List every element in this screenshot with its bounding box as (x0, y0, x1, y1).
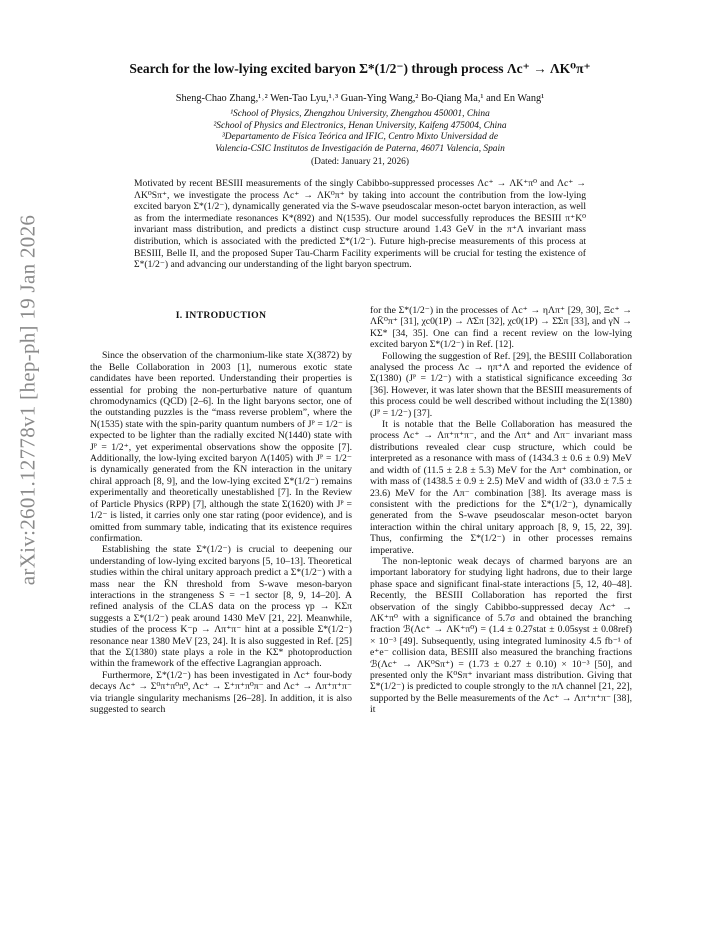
body-paragraph: Establishing the state Σ*(1/2⁻) is crucial to deepening our understanding of low-lying excited baryons [5, 10–13]. Theoretical studies within the chiral unitary approach predict a Σ*(1/2⁻) with a mass near the K̄N threshold from S-wave meson-baryon interactions in the strangeness S = −1 sector [8, 9, 14–20]. A refined analysis of the CLAS data on the process γp → KΣπ suggests a Σ*(1/2⁻) peak around 1430 MeV [21, 22]. Meanwhile, studies of the process K⁻p → Λπ⁺π⁻ hint at a possible Σ*(1/2⁻) resonance near 1380 MeV [23, 24]. It is also suggested in Ref. [25] that the Σ(1380) state plays a role in the KΣ* photoproduction within the framework of the effective Lagrangian approach. (90, 544, 352, 670)
section-heading-introduction: I. INTRODUCTION (175, 310, 267, 321)
body-paragraph: Following the suggestion of Ref. [29], the BESIII Collaboration analysed the process Λc → ηπ⁺Λ and reported the evidence of Σ(1380) (Jᴾ = 1/2⁻) with a statistical significance exceeding 3σ [36]. However, it was later shown that the BESIII measurements of this process could be well described without including the Σ(1380) (Jᴾ = 1/2⁻) [37]. (370, 350, 632, 419)
paper-header (92, 60, 628, 168)
author-list: Sheng-Chao Zhang,¹˒² Wen-Tao Lyu,¹˒³ Guan-Ying Wang,² Bo-Qiang Ma,¹ and En Wang¹ (175, 93, 545, 104)
paper-title: Search for the low-lying excited baryon Σ*(1/2⁻) through process Λc⁺ → ΛK⁰π⁺ (129, 61, 591, 76)
abstract: Motivated by recent BESIII measurements of the singly Cabibbo-suppressed processes Λc⁺ → ΛK⁺π⁰ and Λc⁺ → ΛK⁰Sπ⁺, we investigate the process Λc⁺ → ΛK⁰π⁺ by taking into account the contribution from the low-lying excited baryon Σ*(1/2⁻), dynamically generated via the S-wave pseudoscalar meson-octet baryon interaction, as well as from the intermediate resonances K*(892) and N(1535). Our model successfully reproduces the BESIII π⁺K⁰ invariant mass distribution, and predicts a distinct cusp structure around 1.43 GeV in the π⁺Λ invariant mass distribution, which is associated with the predicted Σ*(1/2⁻). Future high-precise measurements of this process at BESIII, Belle II, and the proposed Super Tau-Charm Facility experiments will be crucial for testing the existence of Σ*(1/2⁻) and advancing our understanding of the light baryon spectrum. (134, 178, 586, 271)
arxiv-identifier[interactable]: arXiv:2601.12778v1 [hep-ph] 19 Jan 2026 (15, 214, 40, 586)
body-paragraph: Since the observation of the charmonium-like state X(3872) by the Belle Collaboration in 2003 [1], numerous exotic state candidates have been reported. Understanding their properties is essential for probing the non-perturbative nature of quantum chromodynamics (QCD) [2–6]. In the light baryons sector, one of the outstanding puzzles is the “mass reverse problem”, where the N(1535) state with the spin-parity quantum numbers of Jᴾ = 1/2⁻ is expected to be lighter than the radially excited N(1440) state with Jᴾ = 1/2⁺, yet experimental observations show the opposite [7]. Additionally, the low-lying excited baryon Λ(1405) with Jᴾ = 1/2⁻ is dynamically generated from the K̄N interaction in the unitary chiral approach [8, 9], and the low-lying excited Σ*(1/2⁻) remains experimentally and theoretically unestablished [7]. In the Review of Particle Physics (RPP) [7], although the state Σ(1620) with Jᴾ = 1/2⁻ is listed, it carries only one star rating (poor evidence), and is omitted from summary table, indicating that its existence requires confirmation. (90, 350, 352, 544)
body-paragraph: It is notable that the Belle Collaboration has measured the process Λc⁺ → Λπ⁺π⁺π⁻, and the Λπ⁺ and Λπ⁻ invariant mass distributions revealed clear cusp structure, which could be interpreted as a resonance with mass of (1434.3 ± 0.6 ± 0.9) MeV and width of (11.5 ± 2.8 ± 5.3) MeV for the Λπ⁺ combination, or with mass of (1438.5 ± 0.9 ± 2.5) MeV and width of (33.0 ± 7.5 ± 23.6) MeV for the Λπ⁻ combination [38]. Its average mass is consistent with the predictions for the Σ*(1/2⁻), dynamically generated from the S-wave pseudoscalar meson-octet baryon interaction within the chiral unitary approach [8, 9, 15, 22, 39]. Thus, confirming the Σ*(1/2⁻) in other processes remains imperative. (370, 419, 632, 556)
affiliation-line: ³Departamento de Física Teórica and IFIC, Centro Mixto Universidad de (221, 132, 499, 143)
dated-line: (Dated: January 21, 2026) (311, 157, 409, 168)
body-paragraph: The non-leptonic weak decays of charmed baryons are an important laboratory for studying light hadrons, due to their large phase space and significant final-state interactions [5, 12, 40–48]. Recently, the BESIII Collaboration has reported the first observation of the singly Cabibbo-suppressed decay Λc⁺ → ΛK⁺π⁰ with a significance of 5.7σ and obtained the branching fraction ℬ(Λc⁺ → ΛK⁺π⁰) = (1.4 ± 0.27stat ± 0.05syst ± 0.08ref) × 10⁻³ [49]. Subsequently, using integrated luminosity 4.5 fb⁻¹ of e⁺e⁻ collision data, BESIII also measured the branching fractions ℬ(Λc⁺ → ΛK⁰Sπ⁺) = (1.73 ± 0.27 ± 0.10) × 10⁻³ [50], and presented only the K⁰Sπ⁺ invariant mass distribution. Giving that Σ*(1/2⁻) is predicted to couple strongly to the πΛ channel [21, 22], supported by the Belle measurements of the Λc⁺ → Λπ⁺π⁺π⁻ [38], it (370, 555, 632, 716)
body-paragraph: for the Σ*(1/2⁻) in the processes of Λc⁺ → ηΛπ⁺ [29, 30], Ξc⁺ → ΛK̄⁰π⁺ [31], χc0(1P) → Λ̄Σπ [32], χc0(1P) → Σ̄Σπ [33], and γN → KΣ* [34, 35]. One can find a recent review on the low-lying excited baryon Σ*(1/2⁻) in Ref. [12]. (370, 305, 632, 351)
affiliation-line: ¹School of Physics, Zhengzhou University, Zhengzhou 450001, China (230, 109, 490, 119)
right-column (370, 305, 632, 716)
body-paragraph: Furthermore, Σ*(1/2⁻) has been investigated in Λc⁺ four-body decays Λc⁺ → Σ⁰π⁺π⁰π⁰, Λc⁺ → Σ⁺π⁺π⁰π⁻ and Λc⁺ → Λπ⁺π⁺π⁻ via triangle singularity mechanisms [26–28]. In addition, it is also suggested to search (90, 669, 352, 715)
affiliation-line: Valencia-CSIC Institutos de Investigación de Paterna, 46071 Valencia, Spain (215, 143, 505, 154)
affiliations (92, 109, 628, 155)
arxiv-sidebar-stamp (8, 150, 48, 650)
left-column (90, 310, 352, 715)
affiliation-line: ²School of Physics and Electronics, Henan University, Kaifeng 475004, China (213, 120, 507, 131)
